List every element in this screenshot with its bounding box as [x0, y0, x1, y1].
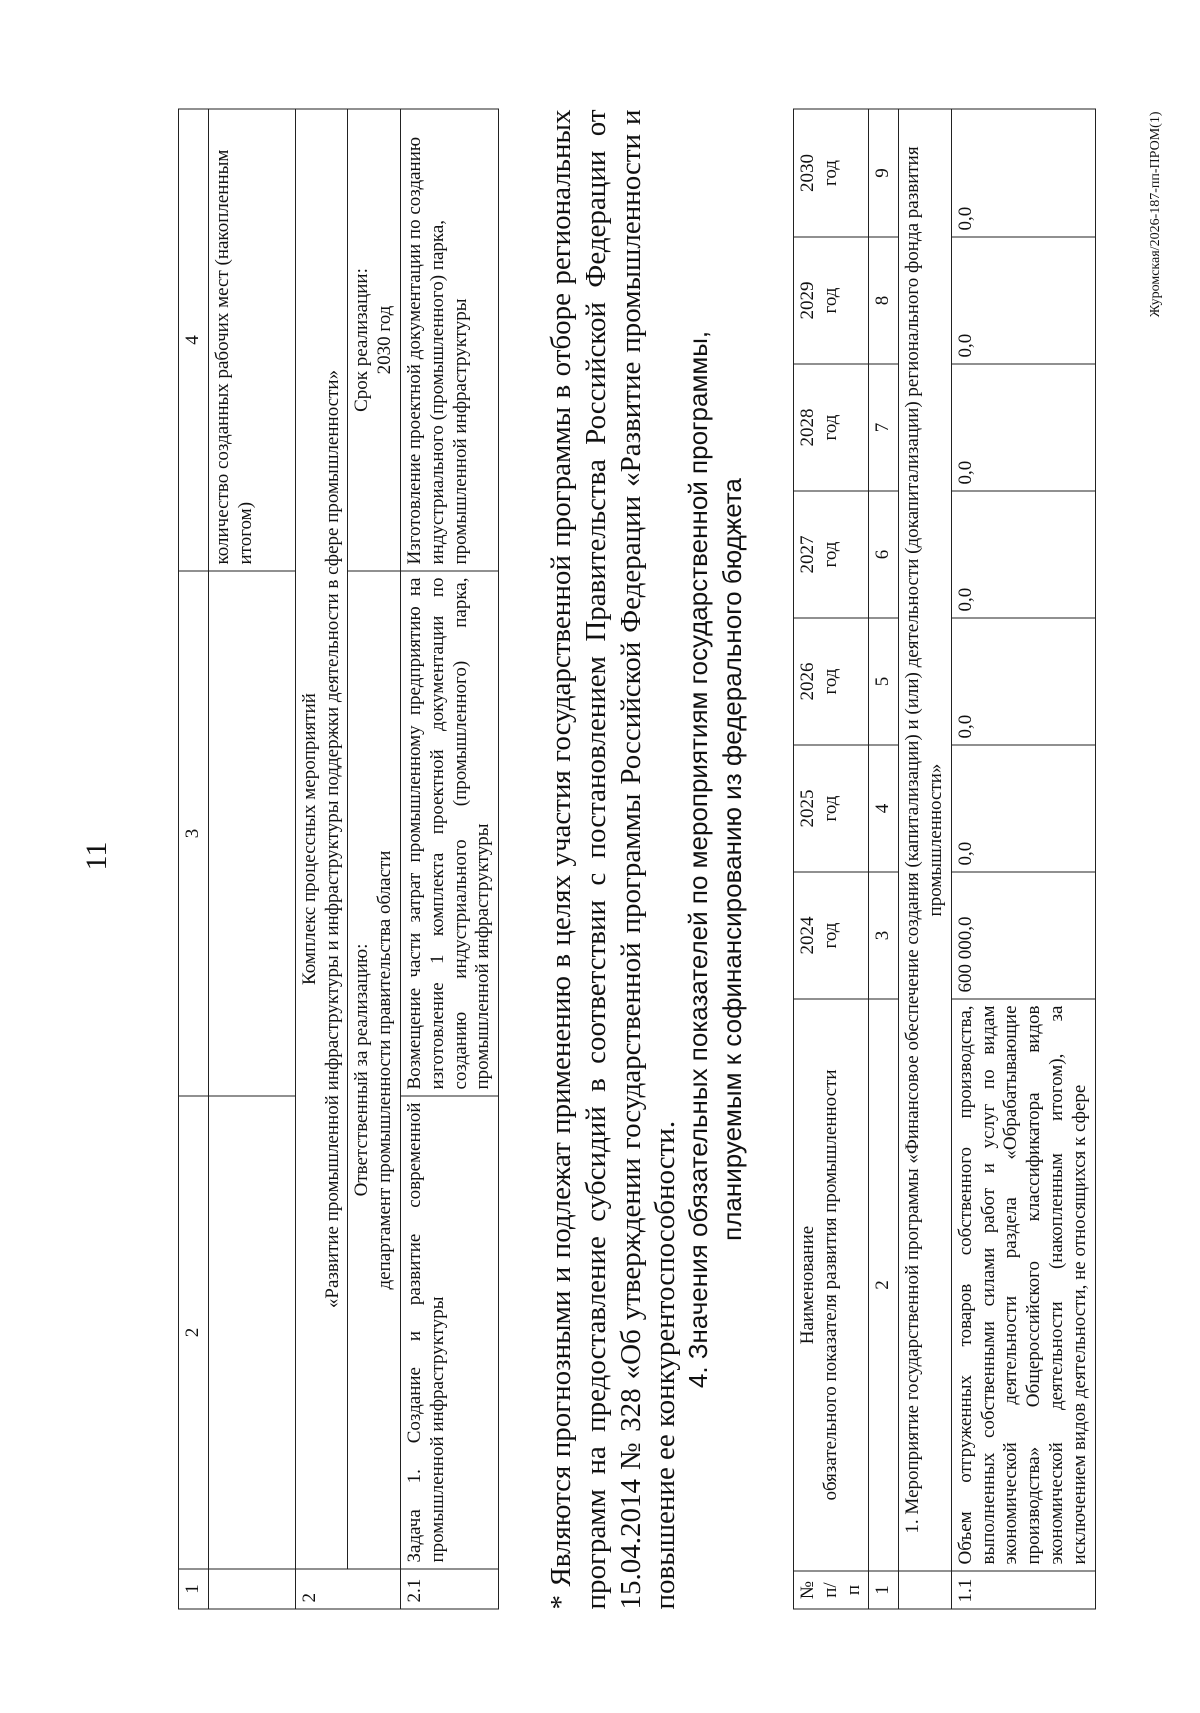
term-cell — [348, 109, 401, 571]
table-cell: 4 — [179, 109, 209, 571]
column-number-row — [869, 109, 899, 1609]
table-row — [951, 109, 1095, 1609]
table-cell: 4 — [869, 745, 899, 872]
project-title: Комплекс процессных мероприятий «Развитие промышленной инфраструктуры и инфраструктуры поддержки деятельности в сфере промышленности» — [295, 109, 348, 1569]
header-year: 2029 год — [794, 237, 869, 364]
table-cell: 1 — [179, 1569, 209, 1609]
value-cell: 600 000,0 — [951, 872, 1095, 999]
term-value: 2030 год — [374, 305, 396, 375]
indicator-name: Объем отгруженных товаров собственного производства, выполненных собственными силами работ и услуг по видам экономической деятельности раздела «Обрабатывающие производства» Общероссийского классификатора видов экономической деятельности (накопленным итогом), за исключением видов деятельности, не относящихся к сфере — [951, 999, 1095, 1571]
header-year: 2028 год — [794, 364, 869, 491]
header-year: 2030 год — [794, 109, 869, 237]
table-cell: 6 — [869, 491, 899, 618]
value-cell: 0,0 — [951, 109, 1095, 237]
table-cell: 2 — [869, 999, 899, 1571]
responsible-cell — [348, 571, 401, 1569]
indicators-table — [793, 109, 1096, 1610]
project-table — [178, 109, 499, 1610]
section-title-line1: 4. Значения обязательных показателей по мероприятиям государственной программы, — [683, 330, 713, 1389]
table-cell: 7 — [869, 364, 899, 491]
table-cell: 3 — [179, 571, 209, 1096]
table-row — [348, 109, 401, 1609]
table-header-row — [794, 109, 869, 1609]
table-cell: 8 — [869, 237, 899, 364]
value-cell: 0,0 — [951, 745, 1095, 872]
table-row — [208, 109, 295, 1609]
section-title-line2: планируемым к софинансированию из федерального бюджета — [716, 478, 747, 1241]
event-title: 1. Мероприятие государственной программы «Финансовое обеспечение создания (капитализации) и (или) деятельности (докапитализации) регионального фонда развития промышленности» — [899, 109, 952, 1571]
term-label: Срок реализации: — [351, 268, 373, 412]
table-row — [899, 109, 952, 1609]
value-cell: 0,0 — [951, 237, 1095, 364]
table-cell: 1 — [869, 1571, 899, 1609]
section-title — [682, 110, 750, 1610]
table-cell: 2 — [179, 1096, 209, 1569]
header-number: № п/п — [794, 1571, 869, 1609]
row-number: 1.1 — [951, 1571, 1095, 1609]
value-cell: 0,0 — [951, 364, 1095, 491]
task-cell: Задача 1. Создание и развитие современной промышленной инфраструктуры — [400, 1096, 498, 1569]
value-cell: 0,0 — [951, 491, 1095, 618]
table-row — [400, 109, 498, 1609]
header-year: 2025 год — [794, 745, 869, 872]
description-cell: Возмещение части затрат промышленному предприятию на изготовление 1 комплекта проектной документации по созданию индустриального (промышленного) парка, промышленной инфраструктуры — [400, 571, 498, 1096]
row-number: 2.1 — [400, 1569, 498, 1609]
table-cell: количество созданных рабочих мест (накопленным итогом) — [208, 109, 295, 571]
footnote: * Являются прогнозными и подлежат применению в целях участия государственной программы в отборе региональных программ на предоставление субсидий в соответствии с постановлением Правительства Российской Федерации от 15.04.2014 № 328 «Об утверждении государственной программы Российской Федерации «Развитие промышленности и повышение ее конкурентоспособности. — [545, 109, 682, 1610]
header-year: 2026 год — [794, 618, 869, 745]
table-cell: 5 — [869, 618, 899, 745]
header-name: Наименование обязательного показателя развития промышленности — [794, 999, 869, 1571]
responsible-label: Ответственный за реализацию: — [351, 943, 373, 1197]
header-year: 2024 год — [794, 872, 869, 999]
result-cell: Изготовление проектной документации по созданию индустриального (промышленного) парка, промышленной инфраструктуры — [400, 109, 498, 571]
table-header-row — [179, 109, 209, 1609]
table-cell: 3 — [869, 872, 899, 999]
footer-code: Журомская/2026-187-пп-ПРОМ(1) — [1148, 111, 1163, 318]
value-cell: 0,0 — [951, 618, 1095, 745]
page-number: 11 — [80, 841, 113, 871]
responsible-value: департамент промышленности правительства области — [374, 850, 396, 1290]
table-row — [295, 109, 348, 1609]
row-number: 2 — [295, 1569, 400, 1609]
header-year: 2027 год — [794, 491, 869, 618]
table-cell: 9 — [869, 109, 899, 237]
